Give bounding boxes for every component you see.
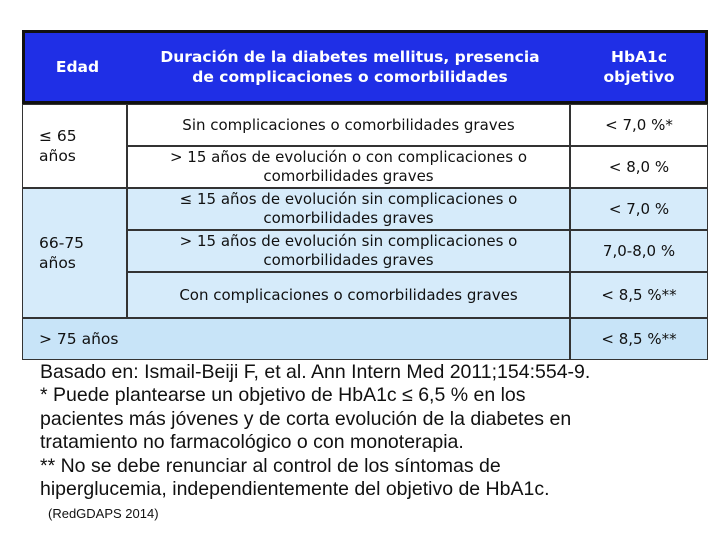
source-citation: (RedGDAPS 2014)	[48, 506, 159, 521]
header-duration-line1: Duración de la diabetes mellitus, presencia	[160, 48, 540, 66]
header-hba1c-line2: objetivo	[603, 68, 675, 86]
condition-cell	[127, 188, 570, 230]
target-cell: < 8,0 %	[570, 146, 708, 188]
condition-cell	[127, 146, 570, 188]
header-age: Edad	[55, 58, 100, 76]
condition-line1: Sin complicaciones o comorbilidades graves	[182, 115, 515, 134]
note-reference: Basado en: Ismail-Beiji F, et al. Ann Intern Med 2011;154:554-9.	[40, 361, 591, 383]
age-cell-group2	[22, 188, 127, 318]
target-cell: < 8,5 %**	[570, 272, 708, 318]
target-cell: 7,0-8,0 %	[570, 230, 708, 272]
condition-line1: > 15 años de evolución o con complicaciones o	[169, 148, 528, 166]
condition-cell	[127, 272, 570, 318]
note-line: * Puede plantearse un objetivo de HbA1c ≤ 6,5 % en los	[40, 384, 526, 407]
condition-cell	[127, 230, 570, 272]
age-group1-line2: años	[39, 147, 76, 165]
condition-line1: Con complicaciones o comorbilidades graves	[179, 285, 518, 304]
condition-line2: comorbilidades graves	[263, 209, 434, 227]
notes-block	[40, 361, 710, 501]
condition-line2: comorbilidades graves	[263, 167, 434, 185]
age-group2-line1: 66-75	[39, 234, 85, 252]
target-cell: < 7,0 %	[570, 188, 708, 230]
condition-line1: > 15 años de evolución sin complicaciones o	[179, 232, 518, 250]
age-group2-line2: años	[39, 254, 76, 272]
target-cell: < 7,0 %*	[570, 104, 708, 146]
note-line: tratamiento no farmacológico o con monoterapia.	[40, 431, 464, 454]
header-hba1c-line1: HbA1c	[610, 48, 668, 66]
header-hba1c	[570, 33, 708, 101]
age-cell-group3: > 75 años	[22, 318, 570, 360]
condition-cell	[127, 104, 570, 146]
target-cell: < 8,5 %**	[570, 318, 708, 360]
note-line: hiperglucemia, independientemente del objetivo de HbA1c.	[40, 478, 550, 501]
note-line: pacientes más jóvenes y de corta evolución de la diabetes en	[40, 407, 572, 430]
hba1c-targets-table	[22, 30, 708, 360]
condition-line2: comorbilidades graves	[263, 251, 434, 269]
header-duration	[130, 33, 570, 101]
note-line: ** No se debe renunciar al control de los síntomas de	[40, 454, 501, 477]
condition-line1: ≤ 15 años de evolución sin complicaciones o	[179, 190, 518, 208]
table-header	[22, 30, 708, 104]
age-cell-group1	[22, 104, 127, 188]
age-group1-line1: ≤ 65	[39, 127, 77, 145]
header-duration-line2: de complicaciones o comorbilidades	[192, 68, 508, 86]
